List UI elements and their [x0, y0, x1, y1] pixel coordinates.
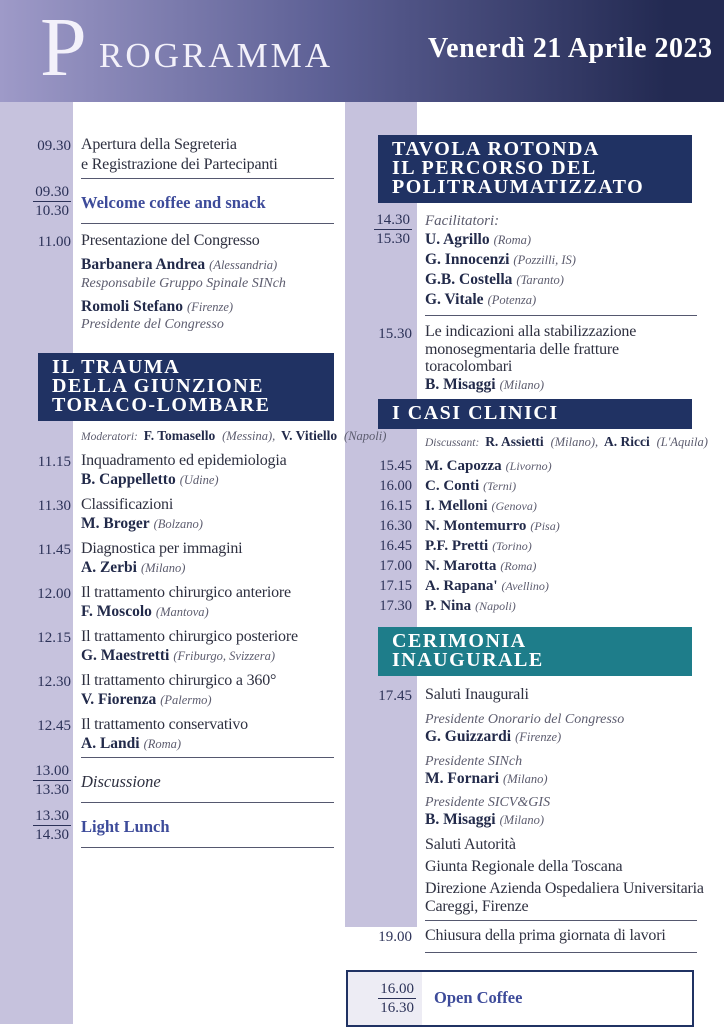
- moderators-prefix: Moderatori:: [81, 431, 138, 443]
- light-lunch-label: Light Lunch: [81, 816, 170, 836]
- session-time: 11.15: [37, 454, 71, 470]
- speaker-city: (Napoli): [475, 599, 516, 613]
- moderator-name: V. Vitiello: [281, 428, 338, 443]
- session-time: 17.15: [379, 578, 412, 594]
- discussant-name: R. Assietti: [485, 434, 544, 449]
- session-time-range: [345, 212, 412, 249]
- session-time: 11.00: [37, 234, 71, 250]
- session-content: [81, 193, 334, 213]
- divider: [425, 920, 697, 921]
- speaker-role: Responsabile Gruppo Spinale SINch: [81, 275, 286, 291]
- speaker-city: (Genova): [491, 499, 537, 513]
- speaker-city: (Firenze): [187, 299, 234, 314]
- case-row: [345, 457, 697, 475]
- speaker-city: (Livorno): [505, 459, 552, 473]
- session-time: 16.45: [379, 538, 412, 554]
- moderator-name: F. Tomasello: [143, 428, 216, 443]
- speaker-name: V. Fiorenza: [81, 690, 157, 708]
- official-role: Presidente SINch: [425, 753, 523, 769]
- talk-title: Inquadramento ed epidemiologia: [81, 452, 287, 469]
- session-content: [425, 926, 697, 946]
- session-content: [81, 772, 334, 792]
- speaker-city: (Udine): [179, 472, 219, 487]
- session-content: [425, 557, 697, 575]
- speaker-city: (Mantova): [155, 604, 209, 619]
- speaker: [425, 728, 697, 747]
- speaker: [425, 811, 697, 830]
- speaker-name: M. Broger: [81, 514, 150, 532]
- session-time: 16.00: [379, 478, 412, 494]
- speaker: [81, 298, 334, 317]
- speaker-city: (Milano): [499, 377, 545, 392]
- case-row: [345, 557, 697, 575]
- left-column: [0, 102, 387, 848]
- facilitator: [425, 250, 697, 270]
- moderator-city: (Napoli): [344, 429, 387, 443]
- speaker-name: B. Misaggi: [425, 375, 496, 393]
- session-time: 15.45: [379, 458, 412, 474]
- speaker-name: Romoli Stefano: [81, 297, 184, 315]
- speaker-city: (Roma): [500, 559, 537, 573]
- session-time-range: [0, 808, 71, 845]
- session-time: 12.45: [37, 718, 71, 734]
- session-title-line: Le indicazioni alla stabilizzazione: [425, 323, 637, 340]
- speaker-name: B. Misaggi: [425, 811, 496, 828]
- section-header-line: CERIMONIA: [392, 630, 527, 652]
- official-group: [425, 794, 697, 830]
- section-header-line: I CASI CLINICI: [392, 402, 559, 424]
- case-row: [345, 477, 697, 495]
- moderators-line: [81, 428, 387, 445]
- case-row: [345, 537, 697, 555]
- authority-line: Direzione Azienda Ospedaliera Universitaria: [425, 879, 704, 897]
- session-content: [425, 517, 697, 535]
- talk-title: Classificazioni: [81, 496, 174, 513]
- divider: [425, 315, 697, 316]
- speaker-city: (Firenze): [515, 730, 562, 744]
- speaker: [425, 770, 697, 789]
- discussion-label: Discussione: [81, 771, 161, 791]
- session-content: [81, 583, 334, 621]
- speaker: [81, 691, 334, 710]
- section-header-line: DELLA GIUNZIONE: [52, 375, 264, 397]
- session-time: 09.30: [37, 138, 71, 154]
- session-stabilization: [345, 323, 697, 394]
- session-content: [81, 627, 334, 665]
- session-content: [425, 457, 697, 475]
- case-row: [345, 497, 697, 515]
- talk-row: [0, 539, 334, 577]
- speaker-city: (Pozzilli, IS): [513, 253, 576, 267]
- speaker-name: F. Moscolo: [81, 602, 152, 620]
- section-header-ceremony: [378, 627, 692, 676]
- section-header-roundtable: [378, 135, 692, 203]
- section-header-line: POLITRAUMATIZZATO: [392, 176, 645, 198]
- session-content: [81, 539, 334, 577]
- session-content: [425, 537, 697, 555]
- session-light-lunch: [0, 808, 334, 845]
- session-time: 11.30: [37, 498, 71, 514]
- session-time: 17.30: [379, 598, 412, 614]
- speaker-name: N. Montemurro: [425, 518, 527, 534]
- session-time: 11.45: [37, 542, 71, 558]
- section-header-clinical-cases: [378, 399, 692, 429]
- time-range: [33, 808, 71, 843]
- section-header-line: TORACO-LOMBARE: [52, 394, 271, 416]
- authority-line: Careggi, Firenze: [425, 897, 529, 915]
- session-time-range: [348, 972, 422, 1025]
- talk-row: [0, 627, 334, 665]
- time-end: 16.30: [380, 999, 414, 1016]
- page-title-initial: P: [40, 1, 87, 94]
- time-start: 14.30: [376, 212, 410, 228]
- session-content: [425, 477, 697, 495]
- session-discussion: [0, 763, 334, 800]
- talk-title: Il trattamento chirurgico anteriore: [81, 584, 291, 601]
- speaker-name: G. Guizzardi: [425, 728, 512, 745]
- session-content: [425, 577, 697, 595]
- talk-row: [0, 583, 334, 621]
- facilitator: [425, 230, 697, 250]
- session-time: 17.45: [378, 688, 412, 704]
- talk-title: Diagnostica per immagini: [81, 540, 243, 557]
- speaker-city: (Milano): [140, 560, 186, 575]
- session-roundtable: [345, 212, 697, 310]
- session-content: [81, 135, 334, 175]
- time-range: [378, 981, 416, 1016]
- speaker: [425, 376, 697, 395]
- facilitator: [425, 270, 697, 290]
- speaker-name: G. Innocenzi: [425, 251, 510, 268]
- official-group: [425, 753, 697, 789]
- session-content: [81, 715, 334, 753]
- speaker: [81, 256, 334, 275]
- speaker-name: G.B. Costella: [425, 271, 513, 288]
- speaker-city: (Roma): [143, 736, 182, 751]
- official-role: Presidente SICV&GIS: [425, 795, 551, 810]
- session-content: [425, 212, 697, 310]
- time-end: 10.30: [35, 203, 69, 219]
- section-header-line: IL TRAUMA: [52, 356, 181, 378]
- divider: [81, 223, 334, 224]
- divider: [81, 802, 334, 803]
- speaker: [81, 515, 334, 534]
- welcome-coffee-label: Welcome coffee and snack: [81, 192, 266, 212]
- speaker: [81, 559, 334, 578]
- session-content: [425, 497, 697, 515]
- speaker-city: (Pisa): [530, 519, 560, 533]
- session-time-range: [0, 763, 71, 800]
- discussant-city: (Milano),: [550, 435, 599, 449]
- speaker-name: G. Maestretti: [81, 646, 170, 664]
- session-title: Presentazione del Congresso: [81, 232, 260, 249]
- speaker-city: (Alessandria): [209, 258, 278, 272]
- session-content: [425, 597, 697, 615]
- divider: [425, 952, 697, 953]
- session-content: [81, 231, 334, 333]
- speaker-city: (Avellino): [501, 579, 549, 593]
- discussant-city: (L'Aquila): [656, 435, 708, 449]
- talk-row: [0, 495, 334, 533]
- session-time: 17.00: [379, 558, 412, 574]
- time-range: [33, 184, 71, 219]
- section-header-line: TAVOLA ROTONDA: [392, 138, 600, 160]
- session-content: [81, 495, 334, 533]
- session-title-line: Apertura della Segreteria: [81, 136, 237, 153]
- speaker-city: (Roma): [493, 233, 532, 247]
- authority-line: Giunta Regionale della Toscana: [425, 857, 623, 875]
- speaker-city: (Potenza): [487, 293, 537, 307]
- divider: [81, 847, 334, 848]
- session-title-line: toracolombari: [425, 358, 513, 375]
- page-title: ROGRAMMA: [99, 36, 334, 75]
- speaker-name: G. Vitale: [425, 291, 484, 308]
- talk-row: [0, 451, 334, 489]
- session-title: Saluti Inaugurali: [425, 686, 529, 703]
- official-group: [425, 711, 697, 747]
- session-presentation: [0, 231, 334, 333]
- talk-row: [0, 671, 334, 709]
- session-content: [425, 685, 704, 916]
- session-title-line: e Registrazione dei Partecipanti: [81, 156, 278, 173]
- speaker-name: A. Zerbi: [81, 558, 137, 576]
- speaker-name: A. Landi: [81, 734, 140, 752]
- time-end: 15.30: [376, 231, 410, 247]
- discussant-name: A. Ricci: [604, 434, 650, 449]
- speaker-name: P.F. Pretti: [425, 538, 489, 554]
- authority-block: [425, 879, 704, 916]
- speaker-name: P. Nina: [425, 598, 472, 614]
- time-range: [374, 212, 412, 247]
- time-start: 13.00: [35, 763, 69, 779]
- session-content: [81, 451, 334, 489]
- talk-title: Il trattamento chirurgico posteriore: [81, 628, 298, 645]
- talk-title: Il trattamento chirurgico a 360°: [81, 672, 277, 689]
- official-role: Presidente Onorario del Congresso: [425, 712, 625, 727]
- speaker-name: C. Conti: [425, 478, 480, 494]
- speaker-name: I. Melloni: [425, 498, 488, 514]
- divider: [81, 757, 334, 758]
- case-row: [345, 597, 697, 615]
- session-content: [81, 817, 334, 837]
- speaker-city: (Palermo): [160, 692, 212, 707]
- speaker-city: (Torino): [492, 539, 532, 553]
- session-ceremony: [345, 685, 704, 916]
- moderator-city: (Messina),: [222, 429, 276, 443]
- session-welcome-coffee: [0, 184, 334, 221]
- talk-row: [0, 715, 334, 753]
- discussant-prefix: Discussant:: [425, 437, 480, 449]
- divider: [81, 178, 334, 179]
- speaker-role: Presidente del Congresso: [81, 317, 224, 332]
- speaker-name: B. Cappelletto: [81, 470, 176, 488]
- speaker-name: N. Marotta: [425, 558, 497, 574]
- speaker-name: Barbanera Andrea: [81, 256, 206, 273]
- case-row: [345, 577, 697, 595]
- session-time: 16.30: [379, 518, 412, 534]
- section-header-line: INAUGURALE: [392, 649, 544, 671]
- discussant-line: [425, 434, 708, 451]
- page-header: [0, 0, 724, 102]
- time-range: [33, 763, 71, 798]
- speaker-city: (Taranto): [516, 273, 564, 287]
- session-time: 12.00: [37, 586, 71, 602]
- session-content: [425, 323, 697, 394]
- greeting-line: Saluti Autorità: [425, 835, 516, 853]
- session-time: 12.30: [37, 674, 71, 690]
- speaker-city: (Terni): [483, 479, 517, 493]
- facilitator: [425, 290, 697, 310]
- time-start: 16.00: [380, 980, 414, 997]
- speaker-group: [81, 256, 334, 292]
- speaker: [81, 735, 334, 754]
- session-title-line: monosegmentaria delle fratture: [425, 340, 619, 358]
- session-time-range: [0, 184, 71, 221]
- speaker: [81, 603, 334, 622]
- section-header-line: IL PERCORSO DEL: [392, 157, 597, 179]
- speaker: [81, 647, 334, 666]
- session-opening: [0, 135, 334, 175]
- speaker-city: (Bolzano): [153, 516, 203, 531]
- session-closing: [345, 926, 697, 947]
- section-header-trauma: [38, 353, 334, 421]
- speaker-city: (Milano): [503, 771, 548, 786]
- open-coffee-box: [346, 970, 694, 1027]
- facilitators-label: Facilitatori:: [425, 213, 500, 229]
- speaker-name: A. Rapana': [425, 578, 498, 594]
- speaker-city: (Friburgo, Svizzera): [173, 648, 275, 663]
- speaker: [81, 471, 334, 490]
- talk-title: Il trattamento conservativo: [81, 716, 248, 733]
- time-end: 13.30: [35, 782, 69, 798]
- session-title: Chiusura della prima giornata di lavori: [425, 926, 666, 944]
- program-date: Venerdì 21 Aprile 2023: [428, 33, 713, 64]
- time-start: 09.30: [35, 184, 69, 200]
- speaker-city: (Milano): [499, 813, 545, 827]
- open-coffee-label: Open Coffee: [434, 988, 523, 1007]
- speaker-group: [81, 298, 334, 334]
- speaker-name: M. Capozza: [425, 458, 502, 474]
- speaker-name: U. Agrillo: [425, 231, 490, 248]
- session-content: [81, 671, 334, 709]
- session-time: 16.15: [379, 498, 412, 514]
- speaker-name: M. Fornari: [425, 769, 500, 787]
- session-time: 19.00: [378, 928, 412, 945]
- right-column: [345, 102, 708, 1027]
- time-start: 13.30: [35, 808, 69, 824]
- case-row: [345, 517, 697, 535]
- session-time: 12.15: [37, 630, 71, 646]
- time-end: 14.30: [35, 827, 69, 843]
- session-time: 15.30: [378, 326, 412, 342]
